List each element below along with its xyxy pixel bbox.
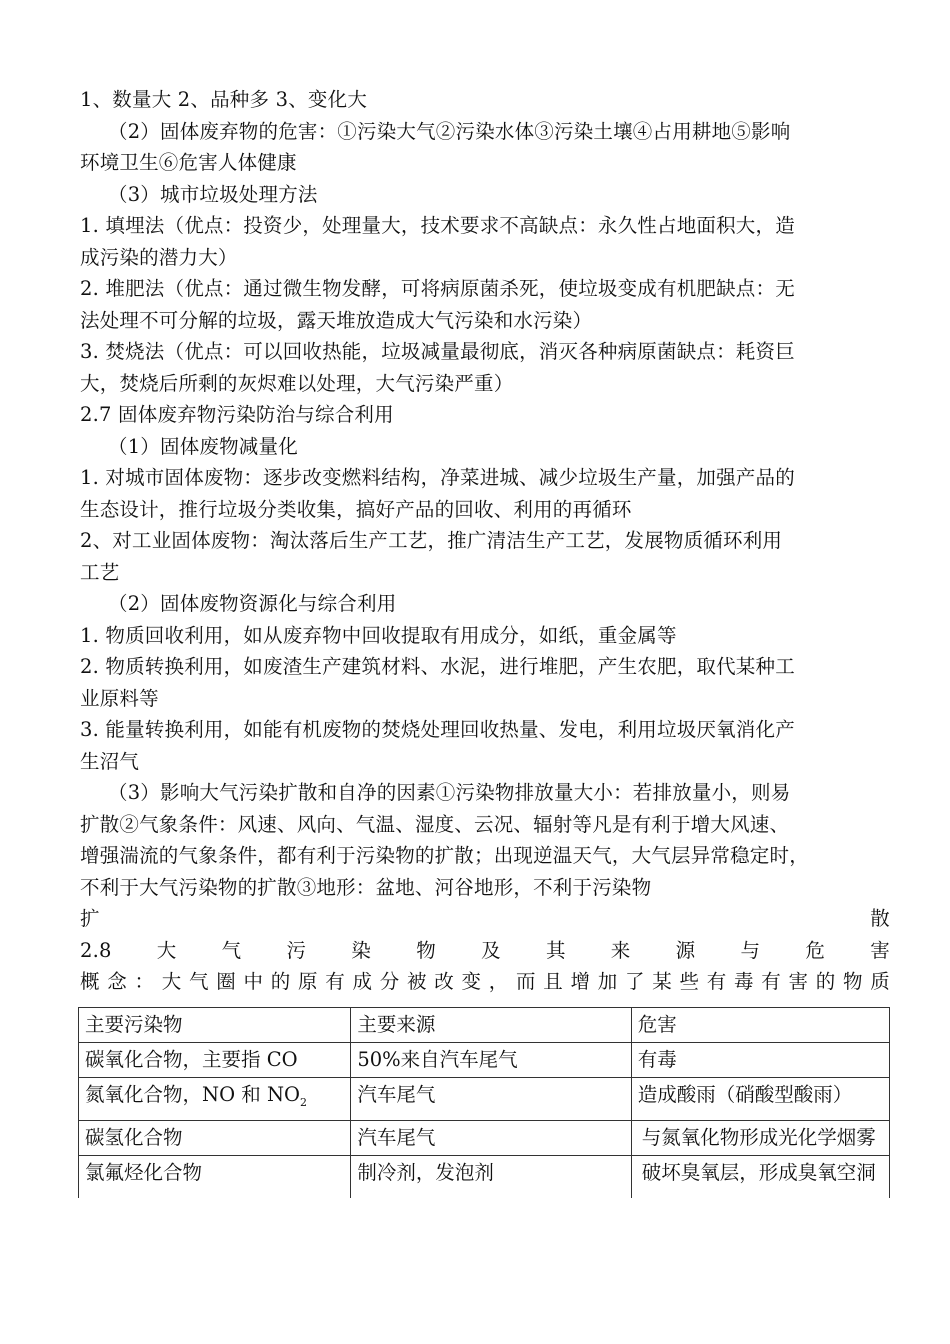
text-line: 成污染的潜力大） bbox=[80, 245, 238, 269]
justified-char: 原 bbox=[298, 970, 318, 993]
justified-char: 毒 bbox=[734, 970, 754, 993]
justified-char: 分 bbox=[379, 970, 400, 993]
text-line: 1、数量大 2、品种多 3、变化大 bbox=[80, 88, 368, 111]
justified-char: 大 bbox=[161, 970, 182, 993]
text-line: 2. 物质转换利用，如废渣生产建筑材料、水泥，进行堆肥，产生农肥，取代某种工 bbox=[80, 655, 795, 678]
justified-char: 大 bbox=[156, 938, 177, 962]
justified-char: 气 bbox=[189, 970, 209, 993]
text-line: 3. 能量转换利用，如能有机废物的焚烧处理回收热量、发电，利用垃圾厌氧消化产 bbox=[80, 718, 795, 741]
justified-char: 扩 bbox=[80, 907, 100, 930]
justified-char: 被 bbox=[407, 970, 427, 993]
justified-char: 其 bbox=[545, 938, 566, 962]
section-heading: （2）固体废物资源化与综合利用 bbox=[108, 592, 397, 615]
justified-char: 害 bbox=[788, 970, 809, 993]
justified-char: ： bbox=[134, 970, 155, 993]
justified-char: 且 bbox=[543, 970, 563, 993]
justified-char: 增 bbox=[570, 970, 591, 993]
table-cell: 碳氧化合物，主要指 CO bbox=[79, 1043, 351, 1078]
justified-line bbox=[80, 903, 890, 935]
justified-char: ， bbox=[488, 970, 509, 993]
justified-line bbox=[80, 966, 890, 998]
justified-char: 源 bbox=[675, 938, 696, 962]
justified-char: 概 bbox=[80, 970, 100, 993]
table-header-cell: 危害 bbox=[631, 1008, 889, 1043]
justified-char: 圈 bbox=[216, 970, 236, 993]
justified-char: 的 bbox=[815, 970, 836, 993]
text-line: 增强湍流的气象条件，都有利于污染物的扩散；出现逆温天气，大气层异常稳定时， bbox=[80, 844, 809, 867]
table-cell bbox=[79, 1078, 351, 1121]
justified-char: 2.8 bbox=[80, 938, 112, 962]
table-cell: 造成酸雨（硝酸型酸雨） bbox=[631, 1078, 889, 1121]
justified-char: 有 bbox=[761, 970, 781, 993]
subscript: 2 bbox=[300, 1095, 307, 1109]
cell-text: 氮氧化合物，NO 和 NO bbox=[85, 1083, 300, 1106]
table-cell: 汽车尾气 bbox=[351, 1078, 631, 1121]
justified-char: 了 bbox=[625, 970, 645, 993]
text-line: 1. 对城市固体废物：逐步改变燃料结构，净菜进城、减少垃圾生产量，加强产品的 bbox=[80, 466, 795, 489]
table-cell: 制冷剂，发泡剂 bbox=[351, 1155, 631, 1198]
table-cell: 破坏臭氧层，形成臭氧空洞 bbox=[631, 1155, 889, 1198]
table-row bbox=[79, 1120, 890, 1155]
justified-char: 及 bbox=[481, 938, 501, 962]
text-line: 环境卫生⑥危害人体健康 bbox=[80, 151, 297, 174]
justified-char: 某 bbox=[652, 970, 672, 993]
justified-char: 变 bbox=[461, 970, 482, 993]
table-cell: 氯氟烃化合物 bbox=[79, 1155, 351, 1198]
justified-char: 加 bbox=[597, 970, 618, 993]
text-line: 1. 填埋法（优点：投资少，处理量大，技术要求不高缺点：永久性占地面积大，造 bbox=[80, 214, 795, 237]
table-header-row bbox=[79, 1008, 890, 1043]
table-cell: 碳氢化合物 bbox=[79, 1120, 351, 1155]
text-line: 扩散②气象条件：风速、风向、气温、湿度、云况、辐射等凡是有利于增大风速、 bbox=[80, 812, 790, 836]
justified-char: 气 bbox=[221, 938, 242, 962]
justified-char: 质 bbox=[870, 970, 890, 993]
text-line: 3. 焚烧法（优点：可以回收热能，垃圾减量最彻底，消灭各种病原菌缺点：耗资巨 bbox=[80, 340, 795, 363]
justified-char: 些 bbox=[679, 970, 700, 993]
text-line: （3）影响大气污染扩散和自净的因素①污染物排放量大小：若排放量小，则易 bbox=[108, 781, 791, 804]
section-heading: （3）城市垃圾处理方法 bbox=[108, 182, 318, 206]
justified-char: 成 bbox=[352, 970, 373, 993]
table-row bbox=[79, 1043, 890, 1078]
table-row bbox=[79, 1078, 890, 1121]
text-line: 2、对工业固体废物：淘汰落后生产工艺，推广清洁生产工艺，发展物质循环利用 bbox=[80, 529, 783, 552]
justified-char: 有 bbox=[325, 970, 345, 993]
table-cell: 与氮氧化物形成光化学烟雾 bbox=[631, 1120, 889, 1155]
table-row bbox=[79, 1155, 890, 1198]
section-heading: 2.7 固体废弃物污染防治与综合利用 bbox=[80, 403, 394, 426]
justified-char: 染 bbox=[351, 938, 372, 962]
text-line: 业原料等 bbox=[80, 686, 159, 710]
pollutant-table bbox=[78, 1007, 890, 1198]
text-line: 大，焚烧后所剩的灰烬难以处理，大气污染严重） bbox=[80, 371, 514, 395]
justified-char: 中 bbox=[243, 970, 264, 993]
table-header-cell: 主要污染物 bbox=[79, 1008, 351, 1043]
text-line: 生态设计，推行垃圾分类收集，搞好产品的回收、利用的再循环 bbox=[80, 497, 632, 521]
section-heading: （1）固体废物减量化 bbox=[108, 434, 298, 458]
justified-char: 与 bbox=[740, 938, 761, 962]
text-line: 2. 堆肥法（优点：通过微生物发酵，可将病原菌杀死，使垃圾变成有机肥缺点：无 bbox=[80, 277, 795, 300]
table-cell: 有毒 bbox=[631, 1043, 889, 1078]
justified-char: 改 bbox=[434, 970, 454, 993]
text-line: 法处理不可分解的垃圾，露天堆放造成大气污染和水污染） bbox=[80, 308, 593, 332]
text-line: 1. 物质回收利用，如从废弃物中回收提取有用成分，如纸，重金属等 bbox=[80, 623, 677, 647]
justified-char: 物 bbox=[416, 938, 436, 962]
text-line: （2）固体废弃物的危害：①污染大气②污染水体③污染土壤④占用耕地⑤影响 bbox=[108, 119, 791, 143]
justified-char: 来 bbox=[610, 938, 631, 962]
justified-char: 散 bbox=[870, 907, 890, 930]
table-header-cell: 主要来源 bbox=[351, 1008, 631, 1043]
text-line: 不利于大气污染物的扩散③地形：盆地、河谷地形，不利于污染物 bbox=[80, 875, 652, 899]
table-cell: 汽车尾气 bbox=[351, 1120, 631, 1155]
justified-char: 有 bbox=[706, 970, 727, 993]
section-heading-justified bbox=[80, 935, 890, 967]
table-cell: 50%来自汽车尾气 bbox=[351, 1043, 631, 1078]
text-line: 生沼气 bbox=[80, 749, 140, 773]
justified-char: 危 bbox=[805, 938, 826, 962]
justified-char: 害 bbox=[870, 938, 890, 962]
justified-char: 的 bbox=[270, 970, 291, 993]
text-line: 工艺 bbox=[80, 560, 120, 584]
justified-char: 物 bbox=[843, 970, 863, 993]
justified-char: 而 bbox=[516, 970, 536, 993]
document-page bbox=[80, 84, 890, 998]
justified-char: 污 bbox=[286, 938, 307, 962]
justified-char: 念 bbox=[107, 970, 127, 993]
